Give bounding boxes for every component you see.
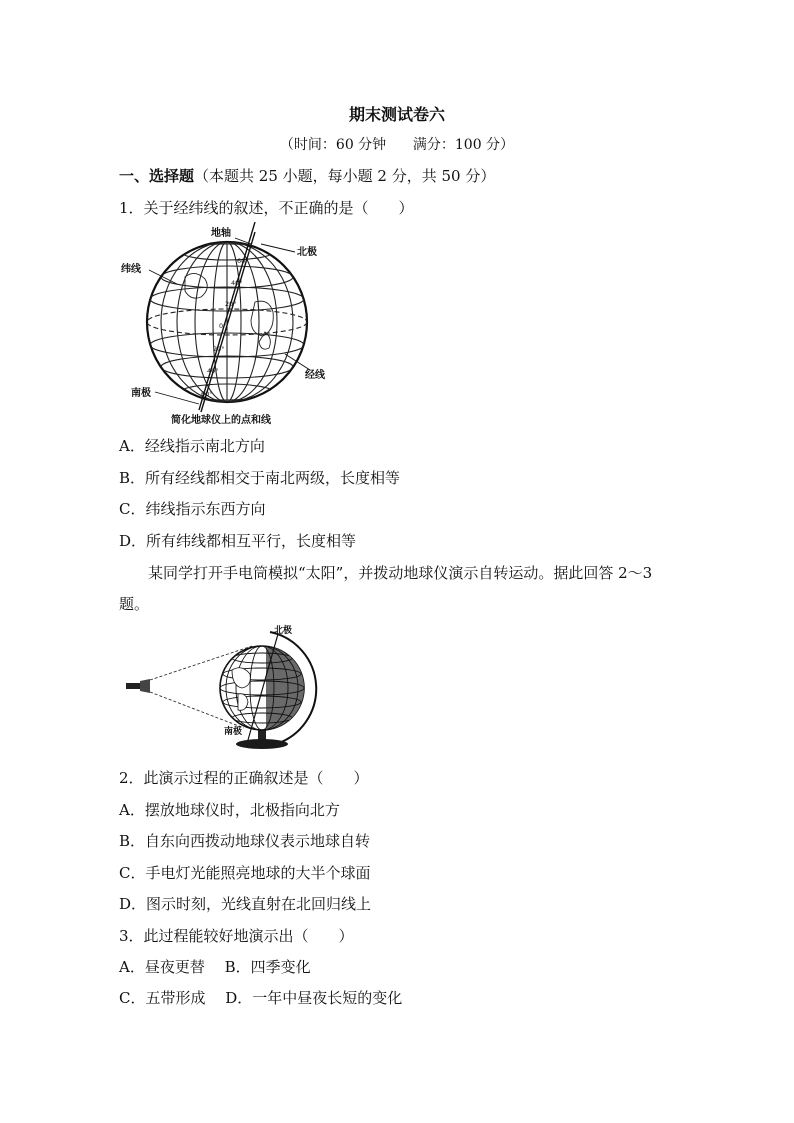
degree-mark: 20° bbox=[225, 300, 237, 308]
question-3-stem: 3．此过程能较好地演示出（ ） bbox=[119, 927, 354, 945]
q2-option-a: A．摆放地球仪时，北极指向北方 bbox=[119, 801, 340, 819]
q1-option-a: A．经线指示南北方向 bbox=[119, 437, 265, 455]
q1-option-d: D．所有纬线都相互平行，长度相等 bbox=[119, 532, 357, 550]
question-1-stem: 1．关于经纬线的叙述，不正确的是（ ） bbox=[119, 199, 414, 217]
page-title: 期末测试卷六 bbox=[348, 105, 445, 124]
globe-body bbox=[147, 222, 307, 412]
q2-option-d: D．图示时刻，光线直射在北回归线上 bbox=[119, 895, 372, 913]
degree-mark: 20° bbox=[213, 345, 225, 353]
figure-1-caption: 简化地球仪上的点和线 bbox=[171, 415, 271, 426]
label-longitude-line: 经线 bbox=[305, 370, 325, 381]
globe-lines-figure bbox=[115, 222, 340, 427]
globe-body bbox=[220, 634, 320, 742]
degree-mark: 40° bbox=[231, 279, 243, 287]
degree-mark: 0° bbox=[219, 322, 227, 330]
question-2-stem: 2．此演示过程的正确叙述是（ ） bbox=[119, 769, 369, 787]
q2-option-b: B．自东向西拨动地球仪表示地球自转 bbox=[119, 832, 371, 850]
q1-option-b: B．所有经线都相交于南北两级，长度相等 bbox=[119, 469, 401, 487]
section-note: （本题共 25 小题，每小题 2 分，共 50 分） bbox=[194, 167, 496, 185]
q3-options-row-2: C．五带形成 D．一年中昼夜长短的变化 bbox=[119, 989, 403, 1007]
passage-line-2: 题。 bbox=[119, 595, 150, 613]
label-latitude-line: 纬线 bbox=[121, 264, 141, 275]
degree-mark: 60° bbox=[201, 390, 213, 398]
label-north-pole: 北极 bbox=[274, 626, 293, 636]
q1-option-c: C．纬线指示东西方向 bbox=[119, 500, 266, 518]
degree-mark: 60° bbox=[237, 257, 249, 265]
label-north-pole: 北极 bbox=[297, 247, 317, 258]
passage-line-1: 某同学打开手电筒模拟“太阳”，并拨动地球仪演示自转运动。据此回答 2～3 bbox=[148, 564, 653, 582]
section-heading: 一、选择题 bbox=[119, 167, 195, 185]
q2-option-c: C．手电灯光能照亮地球的大半个球面 bbox=[119, 864, 371, 882]
degree-mark: 40° bbox=[207, 367, 219, 375]
q3-options-row-1: A．昼夜更替 B．四季变化 bbox=[119, 958, 311, 976]
label-south-pole: 南极 bbox=[131, 388, 151, 399]
label-earth-axis: 地轴 bbox=[211, 228, 231, 239]
flashlight-globe-figure bbox=[120, 622, 320, 757]
exam-time-score: （时间：60 分钟 满分：100 分） bbox=[279, 137, 515, 153]
label-south-pole: 南极 bbox=[224, 727, 243, 737]
section-heading-line bbox=[119, 165, 495, 186]
flashlight bbox=[126, 679, 150, 693]
